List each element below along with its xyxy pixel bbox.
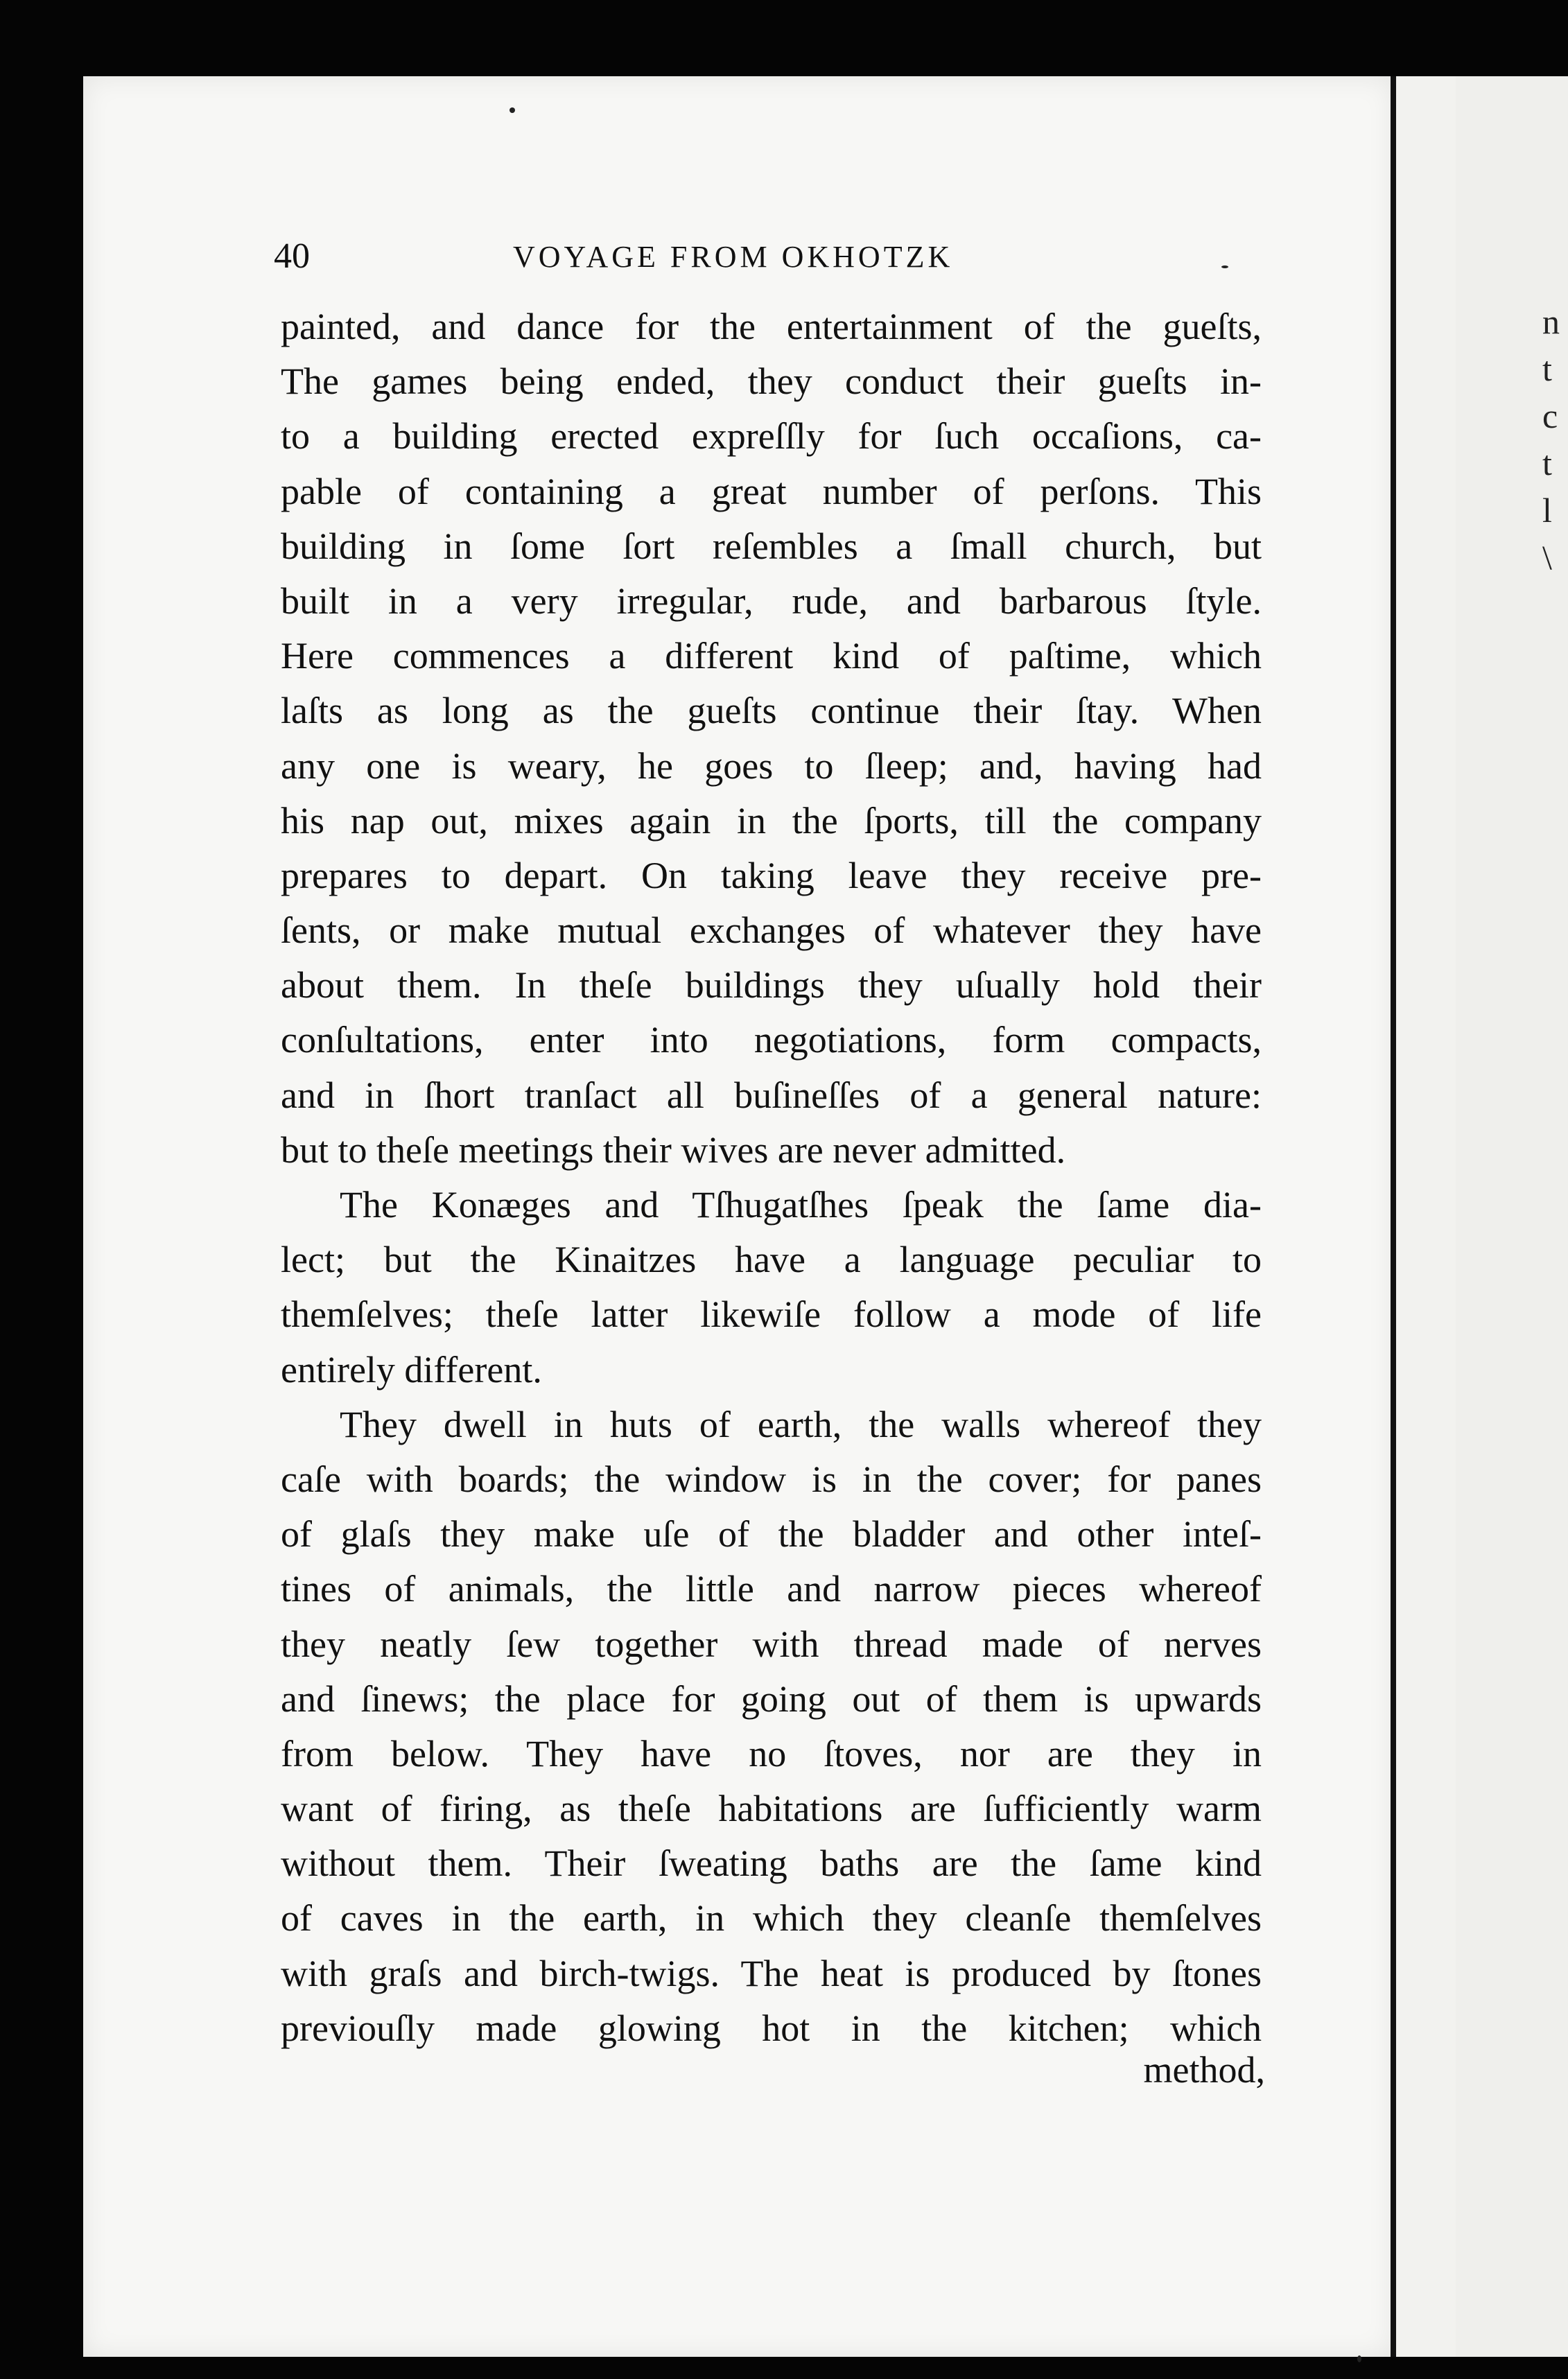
text-line: with graſs and birch-twigs. The heat is produced by ſtones xyxy=(281,1952,1262,1994)
text-line: they neatly ſew together with thread made of nerves xyxy=(281,1623,1262,1665)
body-text xyxy=(281,299,1262,2056)
text-line: tines of animals, the little and narrow pieces whereof xyxy=(281,1568,1262,1610)
text-line: about them. In theſe buildings they uſually hold their xyxy=(281,964,1262,1007)
text-line: and in ſhort tranſact all buſineſſes of a general nature: xyxy=(281,1074,1262,1116)
text-line: and ſinews; the place for going out of them is upwards xyxy=(281,1678,1262,1720)
facing-page-fragments xyxy=(1542,298,1560,581)
text-line: laſts as long as the gueſts continue their ſtay. When xyxy=(281,690,1262,732)
text-line: previouſly made glowing hot in the kitchen; which xyxy=(281,2007,1262,2049)
text-line: ſents, or make mutual exchanges of whatever they have xyxy=(281,909,1262,952)
text-line: his nap out, mixes again in the ſports, till the company xyxy=(281,799,1262,842)
fragment: t xyxy=(1542,349,1552,388)
fragment: c xyxy=(1542,397,1558,435)
text-line: entirely different. xyxy=(281,1348,542,1391)
text-line: conſultations, enter into negotiations, form compacts, xyxy=(281,1019,1262,1061)
fragment: \ xyxy=(1542,538,1552,577)
page-number: 40 xyxy=(274,236,310,276)
text-line: The games being ended, they conduct their gueſts in- xyxy=(281,360,1262,403)
ink-speck xyxy=(509,107,515,113)
text-line: but to theſe meetings their wives are never admitted. xyxy=(281,1128,1066,1171)
text-line: Here commences a different kind of paſtime, which xyxy=(281,635,1262,677)
fragment: l xyxy=(1542,491,1552,530)
text-line: The Konæges and Tſhugatſhes ſpeak the ſame dia- xyxy=(340,1184,1262,1226)
text-line: without them. Their ſweating baths are the ſame kind xyxy=(281,1842,1262,1885)
catch-word: method, xyxy=(1143,2049,1265,2091)
text-line: painted, and dance for the entertainment of the gueſts, xyxy=(281,306,1262,347)
text-line: of caves in the earth, in which they cleanſe themſelves xyxy=(281,1897,1262,1940)
book-gutter xyxy=(1391,76,1396,2357)
text-line: want of firing, as theſe habitations are ſufficiently warm xyxy=(281,1788,1262,1830)
ink-speck xyxy=(1221,265,1228,268)
text-line: lect; but the Kinaitzes have a language peculiar to xyxy=(281,1239,1262,1281)
text-line: of glaſs they make uſe of the bladder and other inteſ- xyxy=(281,1513,1262,1556)
text-line: They dwell in huts of earth, the walls whereof they xyxy=(340,1403,1262,1445)
fragment: t xyxy=(1542,444,1552,482)
fragment: n xyxy=(1542,302,1560,341)
text-line: caſe with boards; the window is in the cover; for panes xyxy=(281,1458,1262,1500)
text-line: any one is weary, he goes to ſleep; and, having had xyxy=(281,744,1262,787)
text-line: pable of containing a great number of perſons. This xyxy=(281,470,1262,512)
running-title: VOYAGE FROM OKHOTZK xyxy=(513,240,954,274)
text-line: prepares to depart. On taking leave they receive pre- xyxy=(281,854,1262,896)
ink-speck xyxy=(1357,2355,1361,2362)
text-line: from below. They have no ſtoves, nor are they in xyxy=(281,1732,1262,1775)
text-line: building in ſome ſort reſembles a ſmall church, but xyxy=(281,525,1262,567)
text-line: built in a very irregular, rude, and barbarous ſtyle. xyxy=(281,580,1262,622)
text-line: themſelves; theſe latter likewiſe follow a mode of life xyxy=(281,1293,1262,1336)
text-line: to a building erected expreſſly for ſuch occaſions, ca- xyxy=(281,415,1262,458)
